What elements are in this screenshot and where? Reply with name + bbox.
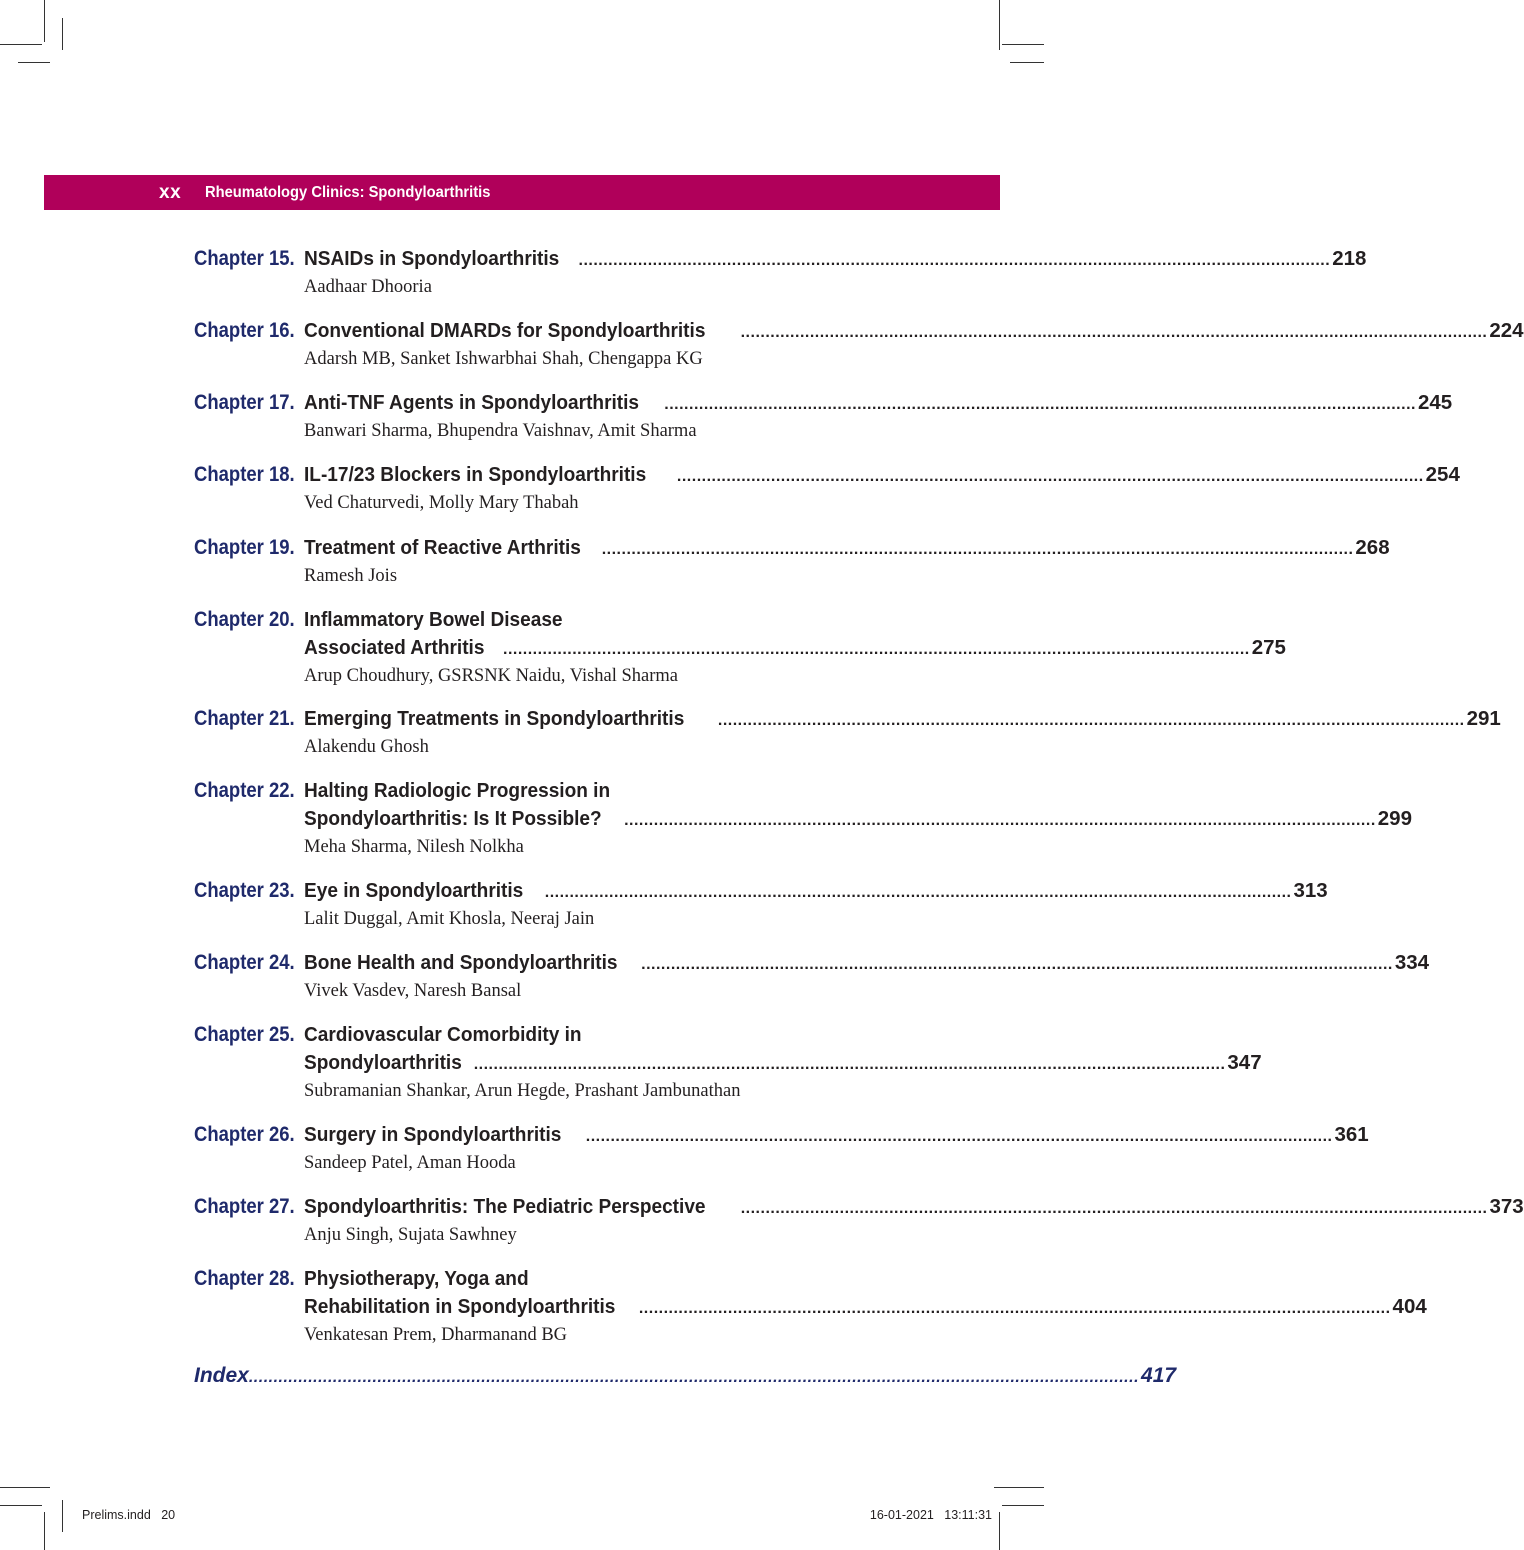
chapter-label: Chapter 21. xyxy=(194,707,295,730)
chapter-page: 254 xyxy=(1425,463,1460,486)
leader-dots: ........................................................................................................................................................ xyxy=(641,956,1393,973)
chapter-title: Physiotherapy, Yoga and xyxy=(304,1267,529,1290)
chapter-page: 361 xyxy=(1334,1123,1369,1146)
crop-mark xyxy=(999,1512,1000,1550)
leader-dots: ....................................................................................................................................................... xyxy=(539,884,1292,901)
chapter-title: Eye in Spondyloarthritis xyxy=(304,879,524,902)
chapter-label: Chapter 25. xyxy=(194,1023,295,1046)
chapter-title: Anti-TNF Agents in Spondyloarthritis xyxy=(304,391,640,414)
chapter-label: Chapter 23. xyxy=(194,879,295,902)
chapter-title-continued: Rehabilitation in Spondyloarthritis xyxy=(304,1295,616,1318)
leader-dots: ........................................................................................................................................................ xyxy=(578,252,1331,269)
chapter-label: Chapter 22. xyxy=(194,779,295,802)
chapter-authors: Lalit Duggal, Amit Khosla, Neeraj Jain xyxy=(304,909,595,929)
chapter-title: IL-17/23 Blockers in Spondyloarthritis xyxy=(304,463,647,486)
crop-mark xyxy=(1002,1505,1044,1506)
header-book-title: Rheumatology Clinics: Spondyloarthritis xyxy=(205,183,491,201)
crop-mark xyxy=(999,0,1000,50)
leader-dots: ....................................................................................................................................................... xyxy=(671,468,1424,485)
chapter-authors: Arup Choudhury, GSRSNK Naidu, Vishal Sharma xyxy=(304,666,679,686)
chapter-title: Inflammatory Bowel Disease xyxy=(304,608,563,631)
leader-dots: ....................................................................................................................................................... xyxy=(580,1128,1333,1145)
chapter-title: Spondyloarthritis: The Pediatric Perspective xyxy=(304,1195,706,1218)
header-page-number: xx xyxy=(159,181,182,203)
index-label: Index xyxy=(194,1364,249,1387)
chapter-page: 224 xyxy=(1489,319,1524,342)
crop-mark xyxy=(18,62,50,63)
crop-mark xyxy=(0,1505,42,1506)
chapter-label: Chapter 20. xyxy=(194,608,295,631)
chapter-authors: Sandeep Patel, Aman Hooda xyxy=(304,1153,516,1173)
chapter-page: 313 xyxy=(1293,879,1328,902)
chapter-authors: Meha Sharma, Nilesh Nolkha xyxy=(304,837,524,857)
chapter-authors: Adarsh MB, Sanket Ishwarbhai Shah, Chengappa KG xyxy=(304,349,703,369)
chapter-authors: Subramanian Shankar, Arun Hegde, Prashant Jambunathan xyxy=(304,1081,741,1101)
footer-file-slug: Prelims.indd 20 xyxy=(82,1508,176,1522)
chapter-title: Surgery in Spondyloarthritis xyxy=(304,1123,562,1146)
chapter-title: Bone Health and Spondyloarthritis xyxy=(304,951,618,974)
crop-mark xyxy=(1010,62,1044,63)
chapter-title: NSAIDs in Spondyloarthritis xyxy=(304,247,560,270)
leader-dots: ........................................................................................................................................................ xyxy=(624,812,1376,829)
leader-dots: ........................................................................................................................................................ xyxy=(638,1300,1391,1317)
chapter-authors: Alakendu Ghosh xyxy=(304,737,429,757)
chapter-title: Halting Radiologic Progression in xyxy=(304,779,611,802)
footer-timestamp: 16-01-2021 13:11:31 xyxy=(869,1508,992,1522)
crop-mark xyxy=(0,44,42,45)
leader-dots: ........................................................................................................................................................ xyxy=(473,1056,1226,1073)
crop-mark xyxy=(62,18,63,50)
toc-index-entry[interactable] xyxy=(194,1364,1177,1388)
chapter-page: 299 xyxy=(1377,807,1412,830)
chapter-title-continued: Spondyloarthritis xyxy=(304,1051,462,1074)
chapter-authors: Venkatesan Prem, Dharmanand BG xyxy=(304,1325,568,1345)
chapter-label: Chapter 15. xyxy=(194,247,295,270)
chapter-authors: Vivek Vasdev, Naresh Bansal xyxy=(304,981,522,1001)
running-header xyxy=(44,175,1000,210)
chapter-label: Chapter 26. xyxy=(194,1123,295,1146)
chapter-label: Chapter 18. xyxy=(194,463,295,486)
crop-mark xyxy=(994,1487,1044,1488)
chapter-page: 334 xyxy=(1394,951,1430,974)
leader-dots: .................................................................................................................................................................................... xyxy=(248,1369,1140,1386)
chapter-page: 291 xyxy=(1466,707,1501,730)
chapter-authors: Ved Chaturvedi, Molly Mary Thabah xyxy=(304,493,579,513)
chapter-title: Treatment of Reactive Arthritis xyxy=(304,536,581,559)
chapter-page: 218 xyxy=(1332,247,1367,270)
chapter-label: Chapter 19. xyxy=(194,536,295,559)
leader-dots: ....................................................................................................................................................... xyxy=(712,712,1465,729)
index-page: 417 xyxy=(1141,1364,1177,1387)
chapter-label: Chapter 17. xyxy=(194,391,295,414)
chapter-label: Chapter 24. xyxy=(194,951,295,974)
leader-dots: ....................................................................................................................................................... xyxy=(735,324,1488,341)
chapter-title-continued: Spondyloarthritis: Is It Possible? xyxy=(304,807,602,830)
chapter-page: 275 xyxy=(1251,636,1286,659)
chapter-page: 347 xyxy=(1227,1051,1262,1074)
chapter-title: Cardiovascular Comorbidity in xyxy=(304,1023,582,1046)
crop-mark xyxy=(1002,44,1044,45)
chapter-authors: Anju Singh, Sujata Sawhney xyxy=(304,1225,517,1245)
chapter-page: 268 xyxy=(1355,536,1390,559)
chapter-label: Chapter 27. xyxy=(194,1195,295,1218)
chapter-page: 373 xyxy=(1489,1195,1524,1218)
chapter-label: Chapter 16. xyxy=(194,319,295,342)
chapter-title-continued: Associated Arthritis xyxy=(304,636,485,659)
crop-mark xyxy=(44,1512,45,1550)
chapter-authors: Ramesh Jois xyxy=(304,566,398,586)
chapter-title: Emerging Treatments in Spondyloarthritis xyxy=(304,707,685,730)
leader-dots: ........................................................................................................................................................ xyxy=(664,396,1416,413)
chapter-label: Chapter 28. xyxy=(194,1267,295,1290)
chapter-authors: Aadhaar Dhooria xyxy=(304,277,432,297)
crop-mark xyxy=(44,0,45,42)
leader-dots: ....................................................................................................................................................... xyxy=(498,641,1250,658)
leader-dots: ....................................................................................................................................................... xyxy=(735,1200,1488,1217)
chapter-title: Conventional DMARDs for Spondyloarthritis xyxy=(304,319,706,342)
leader-dots: ........................................................................................................................................................ xyxy=(601,541,1354,558)
chapter-page: 245 xyxy=(1417,391,1453,414)
crop-mark xyxy=(62,1500,63,1532)
crop-mark xyxy=(0,1487,50,1488)
chapter-page: 404 xyxy=(1392,1295,1427,1318)
chapter-authors: Banwari Sharma, Bhupendra Vaishnav, Amit Sharma xyxy=(304,421,697,441)
